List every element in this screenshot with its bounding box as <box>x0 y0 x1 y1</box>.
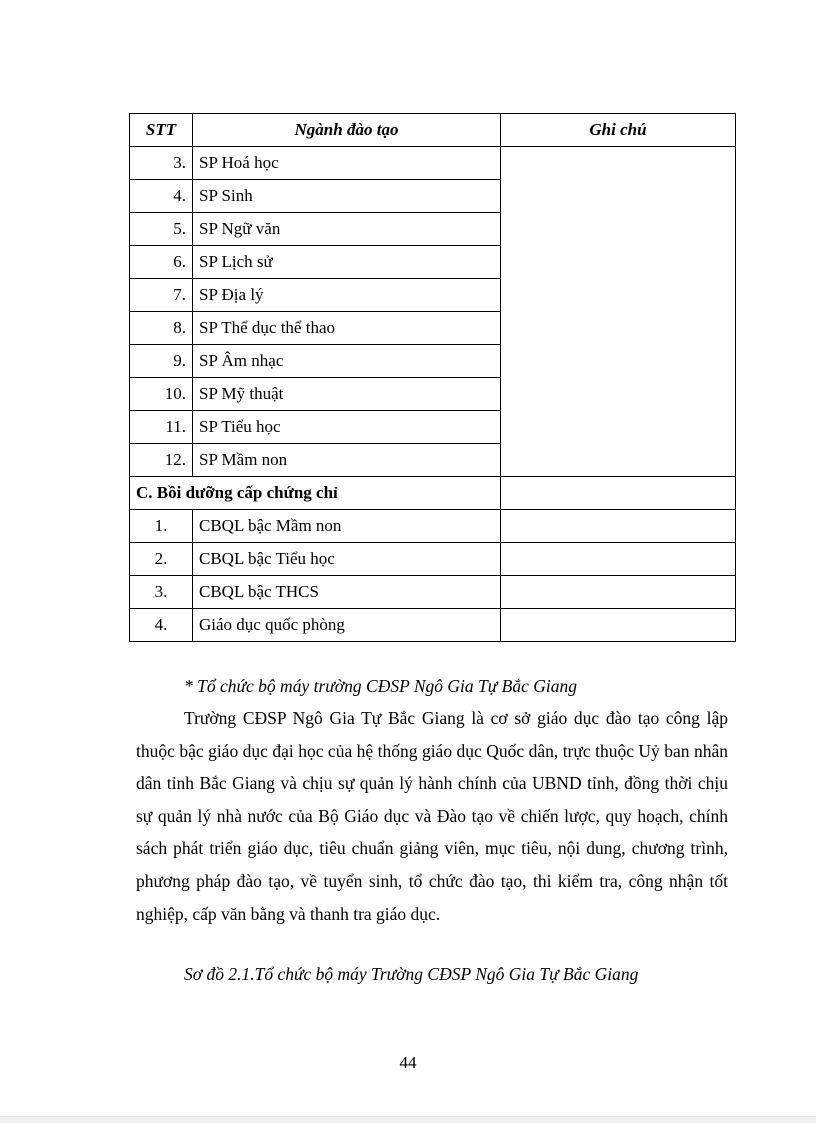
row-program: SP Thể dục thể thao <box>193 312 501 345</box>
page-number: 44 <box>399 1053 417 1072</box>
row-stt: 2. <box>130 543 193 576</box>
row-program: SP Lịch sử <box>193 246 501 279</box>
training-programs-table <box>129 113 736 642</box>
row-program: SP Địa lý <box>193 279 501 312</box>
row-stt: 12. <box>130 444 193 477</box>
table-row <box>130 510 736 543</box>
page-bottom-edge <box>0 1116 816 1123</box>
note-cell <box>501 477 736 510</box>
section-subheading: * Tổ chức bộ máy trường CĐSP Ngô Gia Tự Bắc Giang <box>184 676 577 696</box>
row-program: SP Sinh <box>193 180 501 213</box>
note-cell <box>501 510 736 543</box>
note-cell <box>501 543 736 576</box>
row-stt: 4. <box>130 609 193 642</box>
row-program: SP Hoá học <box>193 147 501 180</box>
table-row <box>130 147 736 180</box>
row-stt: 9. <box>130 345 193 378</box>
row-stt: 7. <box>130 279 193 312</box>
row-stt: 3. <box>130 576 193 609</box>
row-program: Giáo dục quốc phòng <box>193 609 501 642</box>
row-program: CBQL bậc THCS <box>193 576 501 609</box>
row-program: SP Âm nhạc <box>193 345 501 378</box>
header-note: Ghi chú <box>501 114 736 147</box>
row-program: SP Mầm non <box>193 444 501 477</box>
row-program: SP Ngữ văn <box>193 213 501 246</box>
row-program: SP Tiểu học <box>193 411 501 444</box>
section-row <box>130 477 736 510</box>
row-program: CBQL bậc Tiểu học <box>193 543 501 576</box>
section-c-title: C. Bồi dưỡng cấp chứng chỉ <box>130 477 501 510</box>
row-stt: 1. <box>130 510 193 543</box>
note-cell <box>501 576 736 609</box>
table-row <box>130 576 736 609</box>
diagram-caption: Sơ đồ 2.1.Tổ chức bộ máy Trường CĐSP Ngô Gia Tự Bắc Giang <box>184 964 639 984</box>
row-stt: 3. <box>130 147 193 180</box>
table-header-row <box>130 114 736 147</box>
row-stt: 11. <box>130 411 193 444</box>
note-cell-merged <box>501 147 736 477</box>
row-program: CBQL bậc Mầm non <box>193 510 501 543</box>
note-cell <box>501 609 736 642</box>
row-program: SP Mỹ thuật <box>193 378 501 411</box>
table-row <box>130 543 736 576</box>
row-stt: 5. <box>130 213 193 246</box>
body-paragraph: Trường CĐSP Ngô Gia Tự Bắc Giang là cơ sở giáo dục đào tạo công lập thuộc bậc giáo dục đại học của hệ thống giáo dục Quốc dân, trực thuộc Uỷ ban nhân dân tỉnh Bắc Giang và chịu sự quản lý hành chính của UBND tỉnh, đồng thời chịu sự quản lý nhà nước của Bộ Giáo dục và Đào tạo về chiến lược, quy hoạch, chính sách phát triển giáo dục, tiêu chuẩn giảng viên, mục tiêu, nội dung, chương trình, phương pháp đào tạo, về tuyển sinh, tổ chức đào tạo, thi kiểm tra, công nhận tốt nghiệp, cấp văn bằng và thanh tra giáo dục. <box>136 708 728 924</box>
row-stt: 4. <box>130 180 193 213</box>
row-stt: 10. <box>130 378 193 411</box>
header-stt: STT <box>130 114 193 147</box>
row-stt: 6. <box>130 246 193 279</box>
row-stt: 8. <box>130 312 193 345</box>
table-row <box>130 609 736 642</box>
header-program: Ngành đào tạo <box>193 114 501 147</box>
